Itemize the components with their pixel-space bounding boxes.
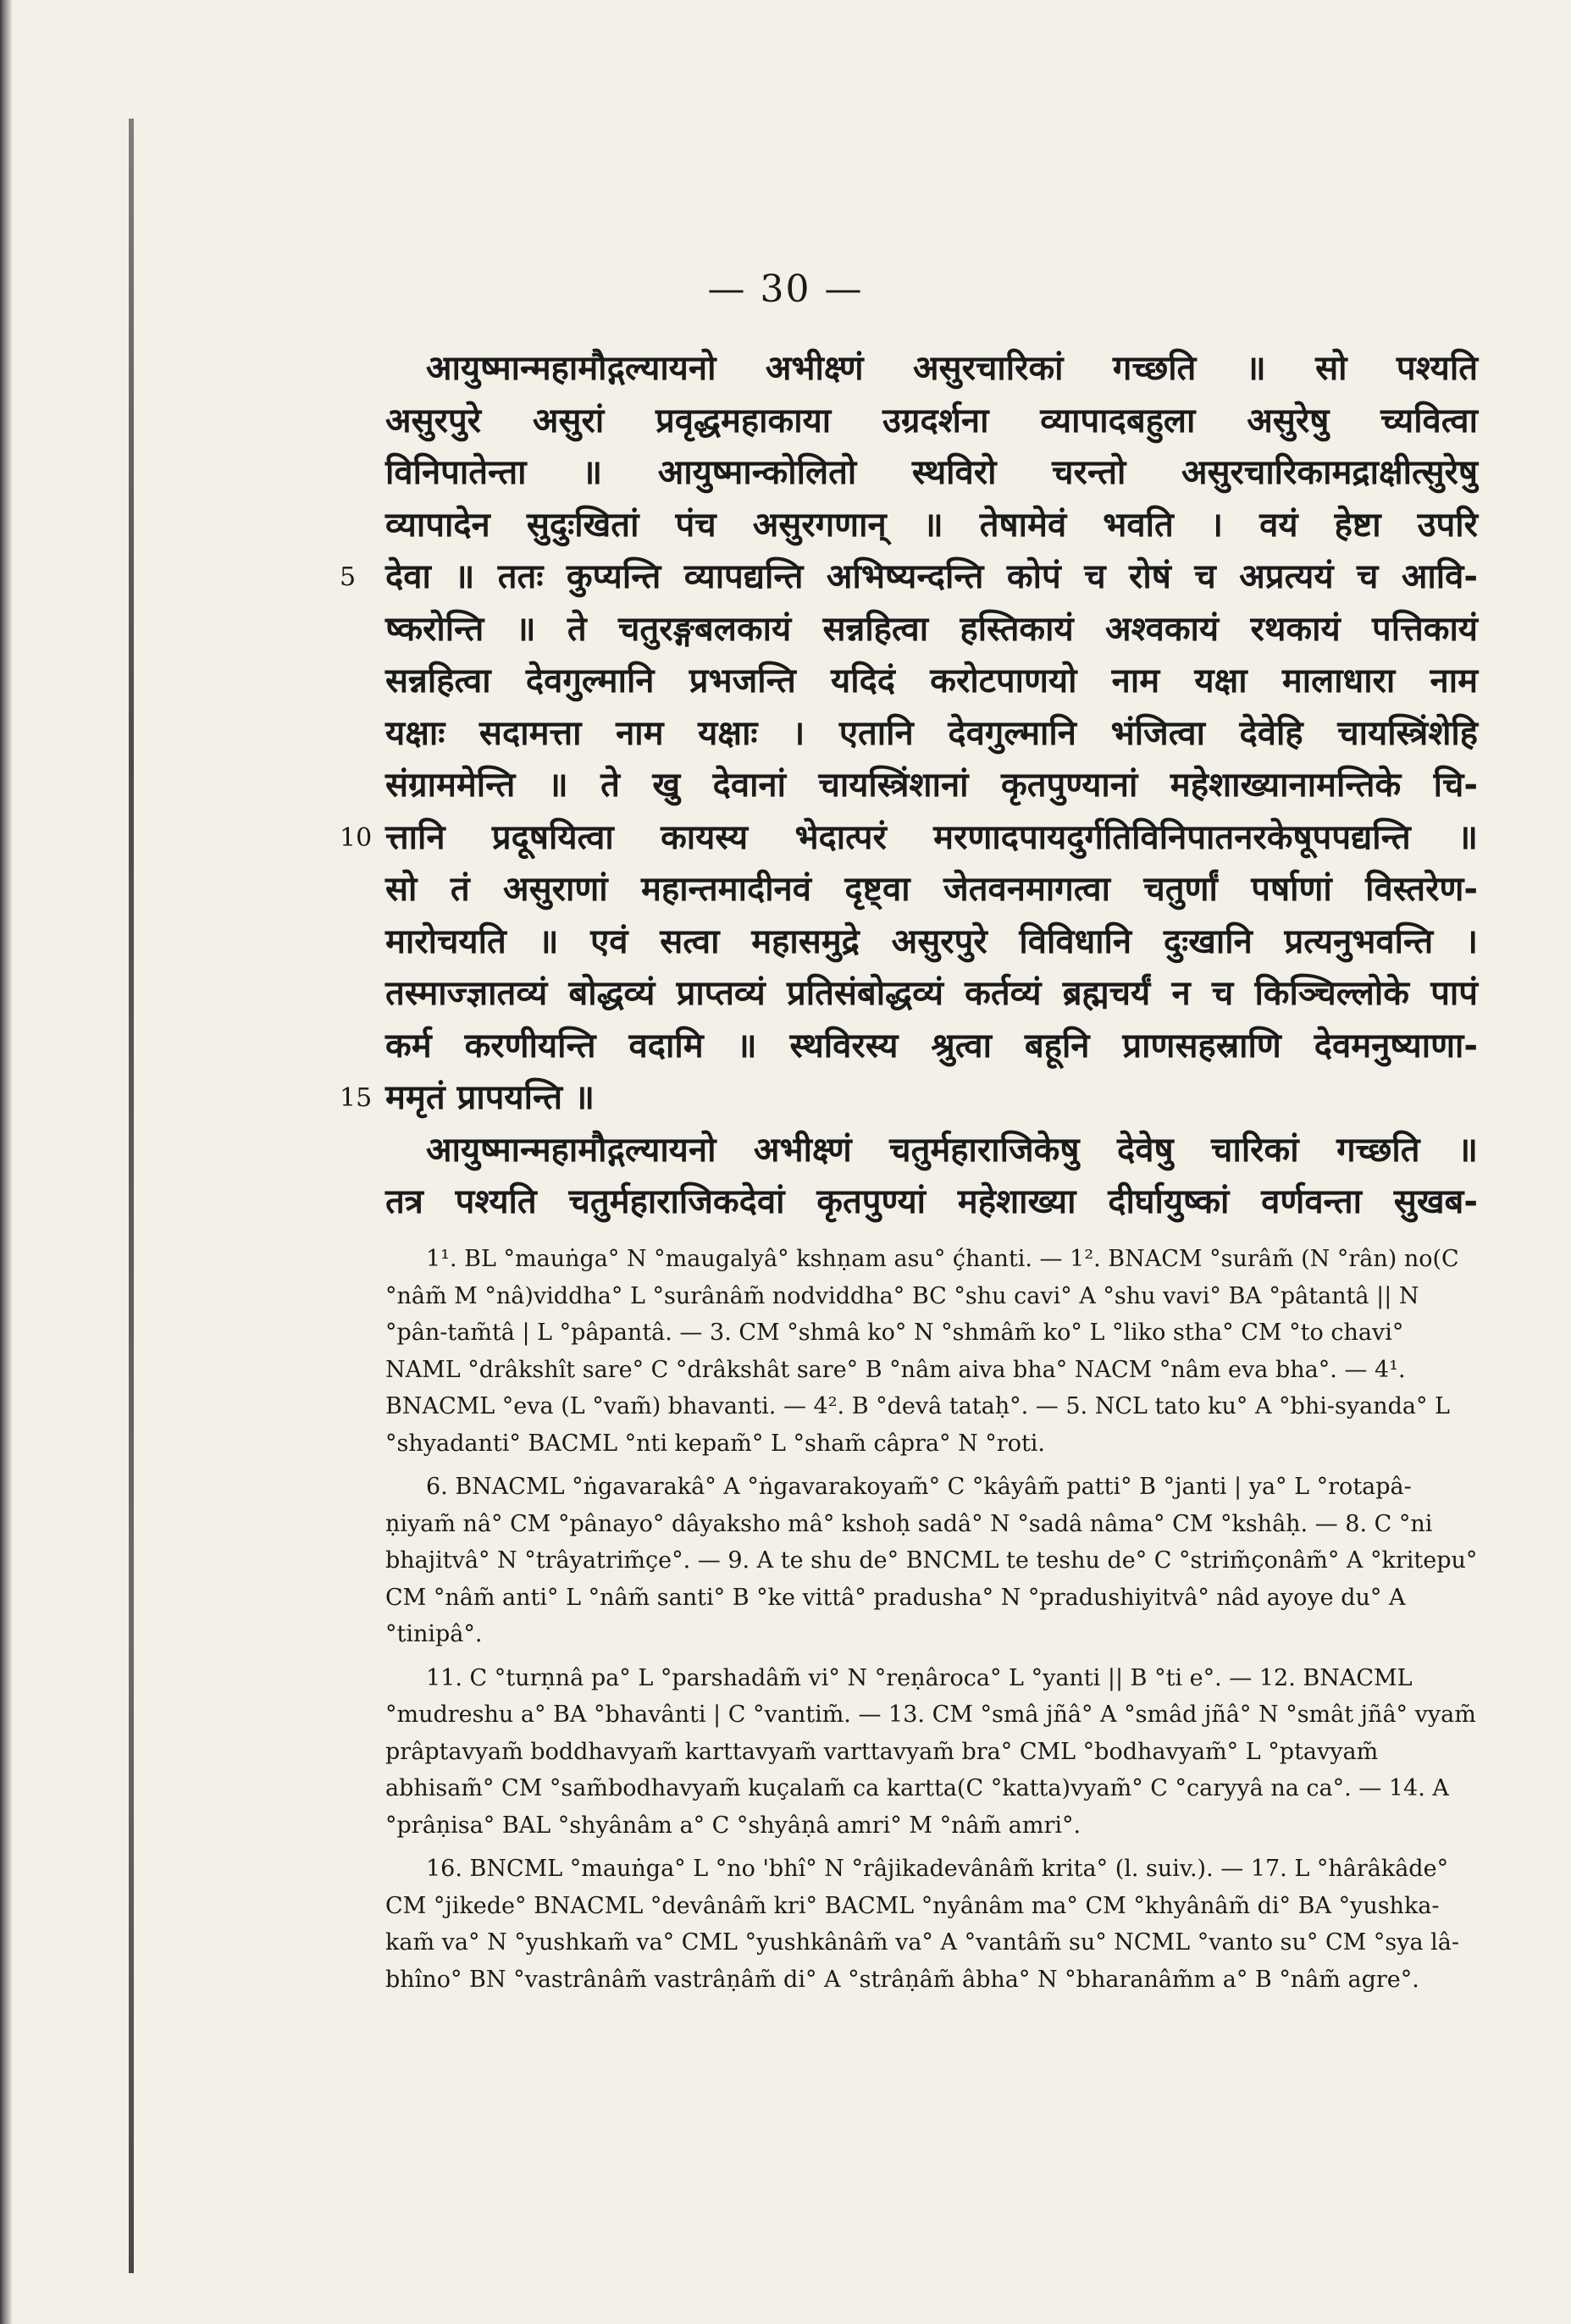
text-line — [340, 812, 1478, 865]
text-line — [385, 916, 1478, 969]
line-text: यक्षाः सदामत्ता नाम यक्षाः । एतानि देवगुल्मानि भंजित्वा देवेहि चायस्त्रिंशेहि — [385, 713, 1478, 753]
text-line — [385, 968, 1478, 1021]
line-text: देवा ॥ ततः कुप्यन्ति व्यापद्यन्ति अभिष्यन्दन्ति कोपं च रोषं च अप्रत्ययं च आवि- — [385, 557, 1478, 596]
line-number: 10 — [340, 822, 373, 853]
text-line — [385, 1176, 1478, 1229]
text-line — [385, 864, 1478, 916]
page-number: — 30 — — [707, 268, 864, 311]
footnotes — [385, 1241, 1478, 2005]
text-line — [385, 604, 1478, 656]
line-text: संग्राममेन्ति ॥ ते खु देवानां चायस्त्रिंशानां कृतपुण्यानां महेशाख्यानामन्तिके चि- — [385, 766, 1478, 805]
text-line — [385, 1021, 1478, 1073]
line-text: सन्नहित्वा देवगुल्मानि प्रभजन्ति यदिदं करोटपाणयो नाम यक्षा मालाधारा नाम — [385, 661, 1478, 700]
line-text: मारोचयति ॥ एवं सत्वा महासमुद्रे असुरपुरे विविधानि दुःखानि प्रत्यनुभवन्ति । — [385, 921, 1478, 961]
line-text: कर्म करणीयन्ति वदामि ॥ स्थविरस्य श्रुत्वा बहूनि प्राणसहस्राणि देवमनुष्याणा- — [385, 1026, 1478, 1065]
text-line — [385, 500, 1478, 552]
text-line — [385, 396, 1478, 448]
main-text — [340, 343, 1478, 1229]
line-text: ममृतं प्रापयन्ति ॥ — [385, 1078, 595, 1117]
line-text: असुरपुरे असुरां प्रवृद्धमहाकाया उग्रदर्शना व्यापादबहुला असुरेषु च्यवित्वा — [385, 401, 1478, 440]
text-line — [385, 760, 1478, 812]
line-number: 15 — [340, 1083, 373, 1113]
line-number: 5 — [340, 562, 357, 592]
text-line — [385, 447, 1478, 500]
page-edge — [0, 0, 12, 2324]
scan-margin-line — [129, 119, 134, 2273]
line-text: तस्माज्ज्ञातव्यं बोद्धव्यं प्राप्तव्यं प्रतिसंबोद्धव्यं कर्तव्यं ब्रह्मचर्यं न च किञ्चिल्लोके पापं — [385, 974, 1478, 1013]
text-line — [385, 708, 1478, 761]
text-line — [385, 343, 1478, 396]
line-text: ष्करोन्ति ॥ ते चतुरङ्गबलकायं सन्नहित्वा हस्तिकायं अश्वकायं रथकायं पत्तिकायं — [385, 609, 1478, 649]
footnote: 6. BNACML °ṅgavarakâ° A °ṅgavarakoyam̃° C °kâyâm̃ patti° B °janti | ya° L °rotapâ-ṇiyam̃ nâ° CM °pânayo° dâyaksho mâ° kshoḥ sadâ° N °sadâ nâma° CM °kshâḥ. — 8. C °ni bhajitvâ° N °trâyatrim̃çe°. — 9. A te shu de° BNCML te teshu de° C °strim̃çonâm̃° A °kritepu° CM °nâm̃ anti° L °nâm̃ santi° B °ke vittâ° pradusha° N °pradushiyitvâ° nâd ayoye du° A °tinipâ°. — [385, 1474, 1478, 1647]
line-text: आयुष्मान्महामौद्गल्यायनो अभीक्ष्णं चतुर्महाराजिकेषु देवेषु चारिकां गच्छति ॥ — [426, 1130, 1478, 1170]
footnote: 16. BNCML °mauṅga° L °no 'bhî° N °râjikadevânâm̃ krita° (l. suiv.). — 17. L °hârâkâde° CM °jikede° BNACML °devânâm̃ kri° BACML °nyânâm ma° CM °khyânâm̃ di° BA °yushka-kam̃ va° N °yushkam̃ va° CML °yushkânâm̃ va° A °vantâm̃ su° NCML °vanto su° CM °sya lâ-bhîno° BN °vastrânâm̃ vastrâṇâm̃ di° A °strâṇâm̃ âbha° N °bharanâm̃m a° B °nâm̃ agre°. — [385, 1856, 1460, 1993]
text-line — [340, 551, 1478, 604]
text-line — [385, 656, 1478, 708]
line-text: आयुष्मान्महामौद्गल्यायनो अभीक्ष्णं असुरचारिकां गच्छति ॥ सो पश्यति — [426, 349, 1478, 388]
text-line — [385, 1125, 1478, 1177]
footnote: 1¹. BL °mauṅga° N °maugalyâ° kshṇam asu° ḉhanti. — 1². BNACM °surâm̃ (N °rân) no(C °nâm̃ M °nâ)viddha° L °surânâm̃ nodviddha° BC °shu cavi° A °shu vavi° BA °pâtantâ || N °pân-tam̃tâ | L °pâpantâ. — 3. CM °shmâ ko° N °shmâm̃ ko° L °liko stha° CM °to chavi° NAML °drâkshît sare° C °drâkshât sare° B °nâm aiva bha° NACM °nâm eva bha°. — 4¹. BNACML °eva (L °vam̃) bhavanti. — 4². B °devâ tataḥ°. — 5. NCL tato ku° A °bhi-syanda° L °shyadanti° BACML °nti kepam̃° L °sham̃ câpra° N °roti. — [385, 1246, 1459, 1457]
line-text: त्तानि प्रदूषयित्वा कायस्य भेदात्परं मरणादपायदुर्गतिविनिपातनरकेषूपपद्यन्ति ॥ — [385, 817, 1478, 857]
line-text: तत्र पश्यति चतुर्महाराजिकदेवां कृतपुण्यां महेशाख्या दीर्घायुष्कां वर्णवन्ता सुखब- — [385, 1182, 1478, 1221]
line-text: सो तं असुराणां महान्तमादीनवं दृष्ट्वा जेतवनमागत्वा चतुर्णां पर्षाणां विस्तरेण- — [385, 870, 1478, 909]
text-line — [340, 1072, 1478, 1125]
line-text: व्यापादेन सुदुःखितां पंच असुरगणान् ॥ तेषामेवं भवति । वयं हेष्टा उपरि — [385, 505, 1478, 545]
line-text: विनिपातेन्ता ॥ आयुष्मान्कोलितो स्थविरो चरन्तो असुरचारिकामद्राक्षीत्सुरेषु — [385, 453, 1478, 492]
footnote: 11. C °turṇnâ pa° L °parshadâm̃ vi° N °reṇâroca° L °yanti || B °ti e°. — 12. BNACML °mudreshu a° BA °bhavânti | C °vantim̃. — 13. CM °smâ jñâ° A °smâd jñâ° N °smât jñâ° vyam̃ prâptavyam̃ boddhavyam̃ karttavyam̃ varttavyam̃ bra° CML °bodhavyam̃° L °ptavyam̃ abhisam̃° CM °sam̃bodhavyam̃ kuçalam̃ ca kartta(C °katta)vyam̃° C °caryyâ na ca°. — 14. A °prâṇisa° BAL °shyânâm a° C °shyâṇâ amri° M °nâm̃ amri°. — [385, 1664, 1476, 1839]
